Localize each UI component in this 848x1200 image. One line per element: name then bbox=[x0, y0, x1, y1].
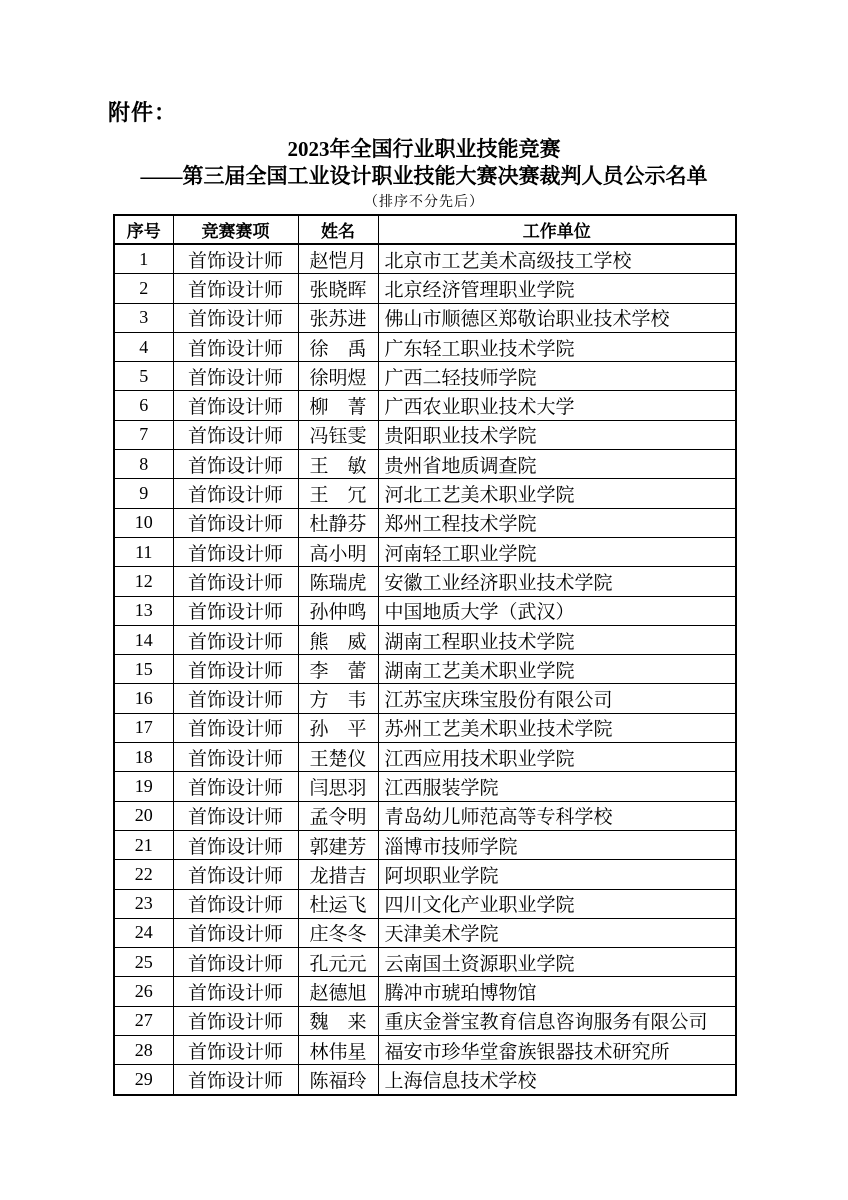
header-cell-name: 姓名 bbox=[298, 215, 378, 244]
cell-organization: 重庆金誉宝教育信息咨询服务有限公司 bbox=[378, 1006, 736, 1035]
table-row bbox=[114, 860, 736, 889]
header-cell-event: 竞赛赛项 bbox=[173, 215, 298, 244]
table-row bbox=[114, 1065, 736, 1095]
cell-name: 赵恺月 bbox=[298, 244, 378, 274]
cell-organization: 江苏宝庆珠宝股份有限公司 bbox=[378, 684, 736, 713]
cell-name: 龙措吉 bbox=[298, 860, 378, 889]
judges-table bbox=[113, 214, 737, 1096]
cell-event: 首饰设计师 bbox=[173, 743, 298, 772]
table-row bbox=[114, 743, 736, 772]
attachment-label: 附件： bbox=[108, 100, 178, 125]
table-row bbox=[114, 948, 736, 977]
cell-index: 8 bbox=[114, 450, 173, 479]
cell-organization: 福安市珍华堂畲族银器技术研究所 bbox=[378, 1036, 736, 1065]
table-row bbox=[114, 918, 736, 947]
cell-index: 23 bbox=[114, 889, 173, 918]
cell-event: 首饰设计师 bbox=[173, 948, 298, 977]
cell-index: 13 bbox=[114, 596, 173, 625]
table-row bbox=[114, 1036, 736, 1065]
cell-organization: 阿坝职业学院 bbox=[378, 860, 736, 889]
table-body bbox=[114, 244, 736, 1095]
cell-event: 首饰设计师 bbox=[173, 918, 298, 947]
table-row bbox=[114, 684, 736, 713]
table-row bbox=[114, 244, 736, 274]
cell-index: 19 bbox=[114, 772, 173, 801]
cell-event: 首饰设计师 bbox=[173, 244, 298, 274]
cell-name: 陈瑞虎 bbox=[298, 567, 378, 596]
cell-organization: 淄博市技师学院 bbox=[378, 830, 736, 859]
table-row bbox=[114, 655, 736, 684]
cell-name: 杜运飞 bbox=[298, 889, 378, 918]
cell-name: 孙仲鸣 bbox=[298, 596, 378, 625]
document-title-line2: ——第三届全国工业设计职业技能大赛决赛裁判人员公示名单 bbox=[140, 164, 708, 188]
table-row bbox=[114, 479, 736, 508]
cell-index: 1 bbox=[114, 244, 173, 274]
cell-index: 25 bbox=[114, 948, 173, 977]
cell-index: 2 bbox=[114, 274, 173, 303]
cell-index: 17 bbox=[114, 713, 173, 742]
table-row bbox=[114, 801, 736, 830]
cell-name: 冯钰雯 bbox=[298, 420, 378, 449]
cell-index: 27 bbox=[114, 1006, 173, 1035]
cell-organization: 北京市工艺美术高级技工学校 bbox=[378, 244, 736, 274]
cell-name: 王楚仪 bbox=[298, 743, 378, 772]
cell-index: 5 bbox=[114, 362, 173, 391]
cell-event: 首饰设计师 bbox=[173, 567, 298, 596]
cell-organization: 北京经济管理职业学院 bbox=[378, 274, 736, 303]
cell-name: 熊 威 bbox=[298, 625, 378, 654]
cell-name: 赵德旭 bbox=[298, 977, 378, 1006]
cell-event: 首饰设计师 bbox=[173, 684, 298, 713]
cell-organization: 青岛幼儿师范高等专科学校 bbox=[378, 801, 736, 830]
cell-name: 方 韦 bbox=[298, 684, 378, 713]
table-row bbox=[114, 830, 736, 859]
table-row bbox=[114, 772, 736, 801]
cell-event: 首饰设计师 bbox=[173, 303, 298, 332]
cell-organization: 中国地质大学（武汉） bbox=[378, 596, 736, 625]
cell-organization: 湖南工艺美术职业学院 bbox=[378, 655, 736, 684]
cell-name: 林伟星 bbox=[298, 1036, 378, 1065]
document-title-line1: 2023年全国行业职业技能竞赛 bbox=[287, 137, 561, 161]
cell-index: 11 bbox=[114, 537, 173, 566]
cell-name: 徐 禹 bbox=[298, 332, 378, 361]
header-cell-organization: 工作单位 bbox=[378, 215, 736, 244]
cell-name: 徐明煜 bbox=[298, 362, 378, 391]
cell-name: 闫思羽 bbox=[298, 772, 378, 801]
cell-event: 首饰设计师 bbox=[173, 801, 298, 830]
cell-index: 24 bbox=[114, 918, 173, 947]
cell-event: 首饰设计师 bbox=[173, 977, 298, 1006]
table-row bbox=[114, 362, 736, 391]
cell-name: 柳 菁 bbox=[298, 391, 378, 420]
cell-event: 首饰设计师 bbox=[173, 332, 298, 361]
cell-index: 14 bbox=[114, 625, 173, 654]
table-row bbox=[114, 567, 736, 596]
cell-event: 首饰设计师 bbox=[173, 479, 298, 508]
cell-name: 魏 来 bbox=[298, 1006, 378, 1035]
cell-event: 首饰设计师 bbox=[173, 450, 298, 479]
cell-name: 李 蕾 bbox=[298, 655, 378, 684]
cell-name: 郭建芳 bbox=[298, 830, 378, 859]
cell-event: 首饰设计师 bbox=[173, 713, 298, 742]
table-row bbox=[114, 274, 736, 303]
table-row bbox=[114, 889, 736, 918]
cell-organization: 河南轻工职业学院 bbox=[378, 537, 736, 566]
cell-index: 20 bbox=[114, 801, 173, 830]
cell-event: 首饰设计师 bbox=[173, 772, 298, 801]
cell-name: 张苏进 bbox=[298, 303, 378, 332]
cell-organization: 江西服装学院 bbox=[378, 772, 736, 801]
cell-event: 首饰设计师 bbox=[173, 537, 298, 566]
cell-organization: 贵阳职业技术学院 bbox=[378, 420, 736, 449]
cell-name: 陈福玲 bbox=[298, 1065, 378, 1095]
cell-organization: 广西农业职业技术大学 bbox=[378, 391, 736, 420]
cell-index: 3 bbox=[114, 303, 173, 332]
table-row bbox=[114, 508, 736, 537]
cell-organization: 云南国土资源职业学院 bbox=[378, 948, 736, 977]
cell-index: 18 bbox=[114, 743, 173, 772]
sort-note: （排序不分先后） bbox=[364, 195, 484, 210]
table-row bbox=[114, 625, 736, 654]
cell-organization: 江西应用技术职业学院 bbox=[378, 743, 736, 772]
cell-name: 张晓晖 bbox=[298, 274, 378, 303]
cell-organization: 郑州工程技术学院 bbox=[378, 508, 736, 537]
cell-event: 首饰设计师 bbox=[173, 508, 298, 537]
cell-organization: 上海信息技术学校 bbox=[378, 1065, 736, 1095]
cell-organization: 佛山市顺德区郑敬诒职业技术学校 bbox=[378, 303, 736, 332]
table-row bbox=[114, 596, 736, 625]
cell-event: 首饰设计师 bbox=[173, 274, 298, 303]
table-row bbox=[114, 420, 736, 449]
cell-name: 高小明 bbox=[298, 537, 378, 566]
cell-organization: 苏州工艺美术职业技术学院 bbox=[378, 713, 736, 742]
table-header-row bbox=[114, 215, 736, 244]
cell-index: 7 bbox=[114, 420, 173, 449]
cell-organization: 腾冲市琥珀博物馆 bbox=[378, 977, 736, 1006]
cell-index: 21 bbox=[114, 830, 173, 859]
cell-index: 29 bbox=[114, 1065, 173, 1095]
cell-name: 王 敏 bbox=[298, 450, 378, 479]
table-row bbox=[114, 332, 736, 361]
cell-index: 4 bbox=[114, 332, 173, 361]
table-row bbox=[114, 977, 736, 1006]
cell-organization: 河北工艺美术职业学院 bbox=[378, 479, 736, 508]
cell-event: 首饰设计师 bbox=[173, 625, 298, 654]
cell-organization: 安徽工业经济职业技术学院 bbox=[378, 567, 736, 596]
cell-index: 12 bbox=[114, 567, 173, 596]
cell-name: 杜静芬 bbox=[298, 508, 378, 537]
cell-index: 10 bbox=[114, 508, 173, 537]
cell-name: 孟令明 bbox=[298, 801, 378, 830]
cell-index: 15 bbox=[114, 655, 173, 684]
cell-event: 首饰设计师 bbox=[173, 860, 298, 889]
table-row bbox=[114, 713, 736, 742]
cell-organization: 四川文化产业职业学院 bbox=[378, 889, 736, 918]
cell-organization: 天津美术学院 bbox=[378, 918, 736, 947]
cell-organization: 湖南工程职业技术学院 bbox=[378, 625, 736, 654]
cell-event: 首饰设计师 bbox=[173, 362, 298, 391]
cell-event: 首饰设计师 bbox=[173, 830, 298, 859]
cell-index: 26 bbox=[114, 977, 173, 1006]
cell-event: 首饰设计师 bbox=[173, 596, 298, 625]
cell-organization: 贵州省地质调查院 bbox=[378, 450, 736, 479]
table-row bbox=[114, 391, 736, 420]
cell-name: 王 冗 bbox=[298, 479, 378, 508]
cell-name: 孙 平 bbox=[298, 713, 378, 742]
cell-event: 首饰设计师 bbox=[173, 420, 298, 449]
cell-index: 22 bbox=[114, 860, 173, 889]
table-row bbox=[114, 1006, 736, 1035]
cell-event: 首饰设计师 bbox=[173, 889, 298, 918]
header-cell-index: 序号 bbox=[114, 215, 173, 244]
table-row bbox=[114, 450, 736, 479]
cell-event: 首饰设计师 bbox=[173, 1036, 298, 1065]
cell-organization: 广东轻工职业技术学院 bbox=[378, 332, 736, 361]
cell-event: 首饰设计师 bbox=[173, 1006, 298, 1035]
table-row bbox=[114, 303, 736, 332]
cell-index: 6 bbox=[114, 391, 173, 420]
cell-name: 孔元元 bbox=[298, 948, 378, 977]
cell-index: 16 bbox=[114, 684, 173, 713]
cell-index: 28 bbox=[114, 1036, 173, 1065]
cell-event: 首饰设计师 bbox=[173, 655, 298, 684]
document-title bbox=[0, 136, 848, 190]
cell-event: 首饰设计师 bbox=[173, 1065, 298, 1095]
cell-event: 首饰设计师 bbox=[173, 391, 298, 420]
cell-organization: 广西二轻技师学院 bbox=[378, 362, 736, 391]
cell-index: 9 bbox=[114, 479, 173, 508]
cell-name: 庄冬冬 bbox=[298, 918, 378, 947]
table-row bbox=[114, 537, 736, 566]
